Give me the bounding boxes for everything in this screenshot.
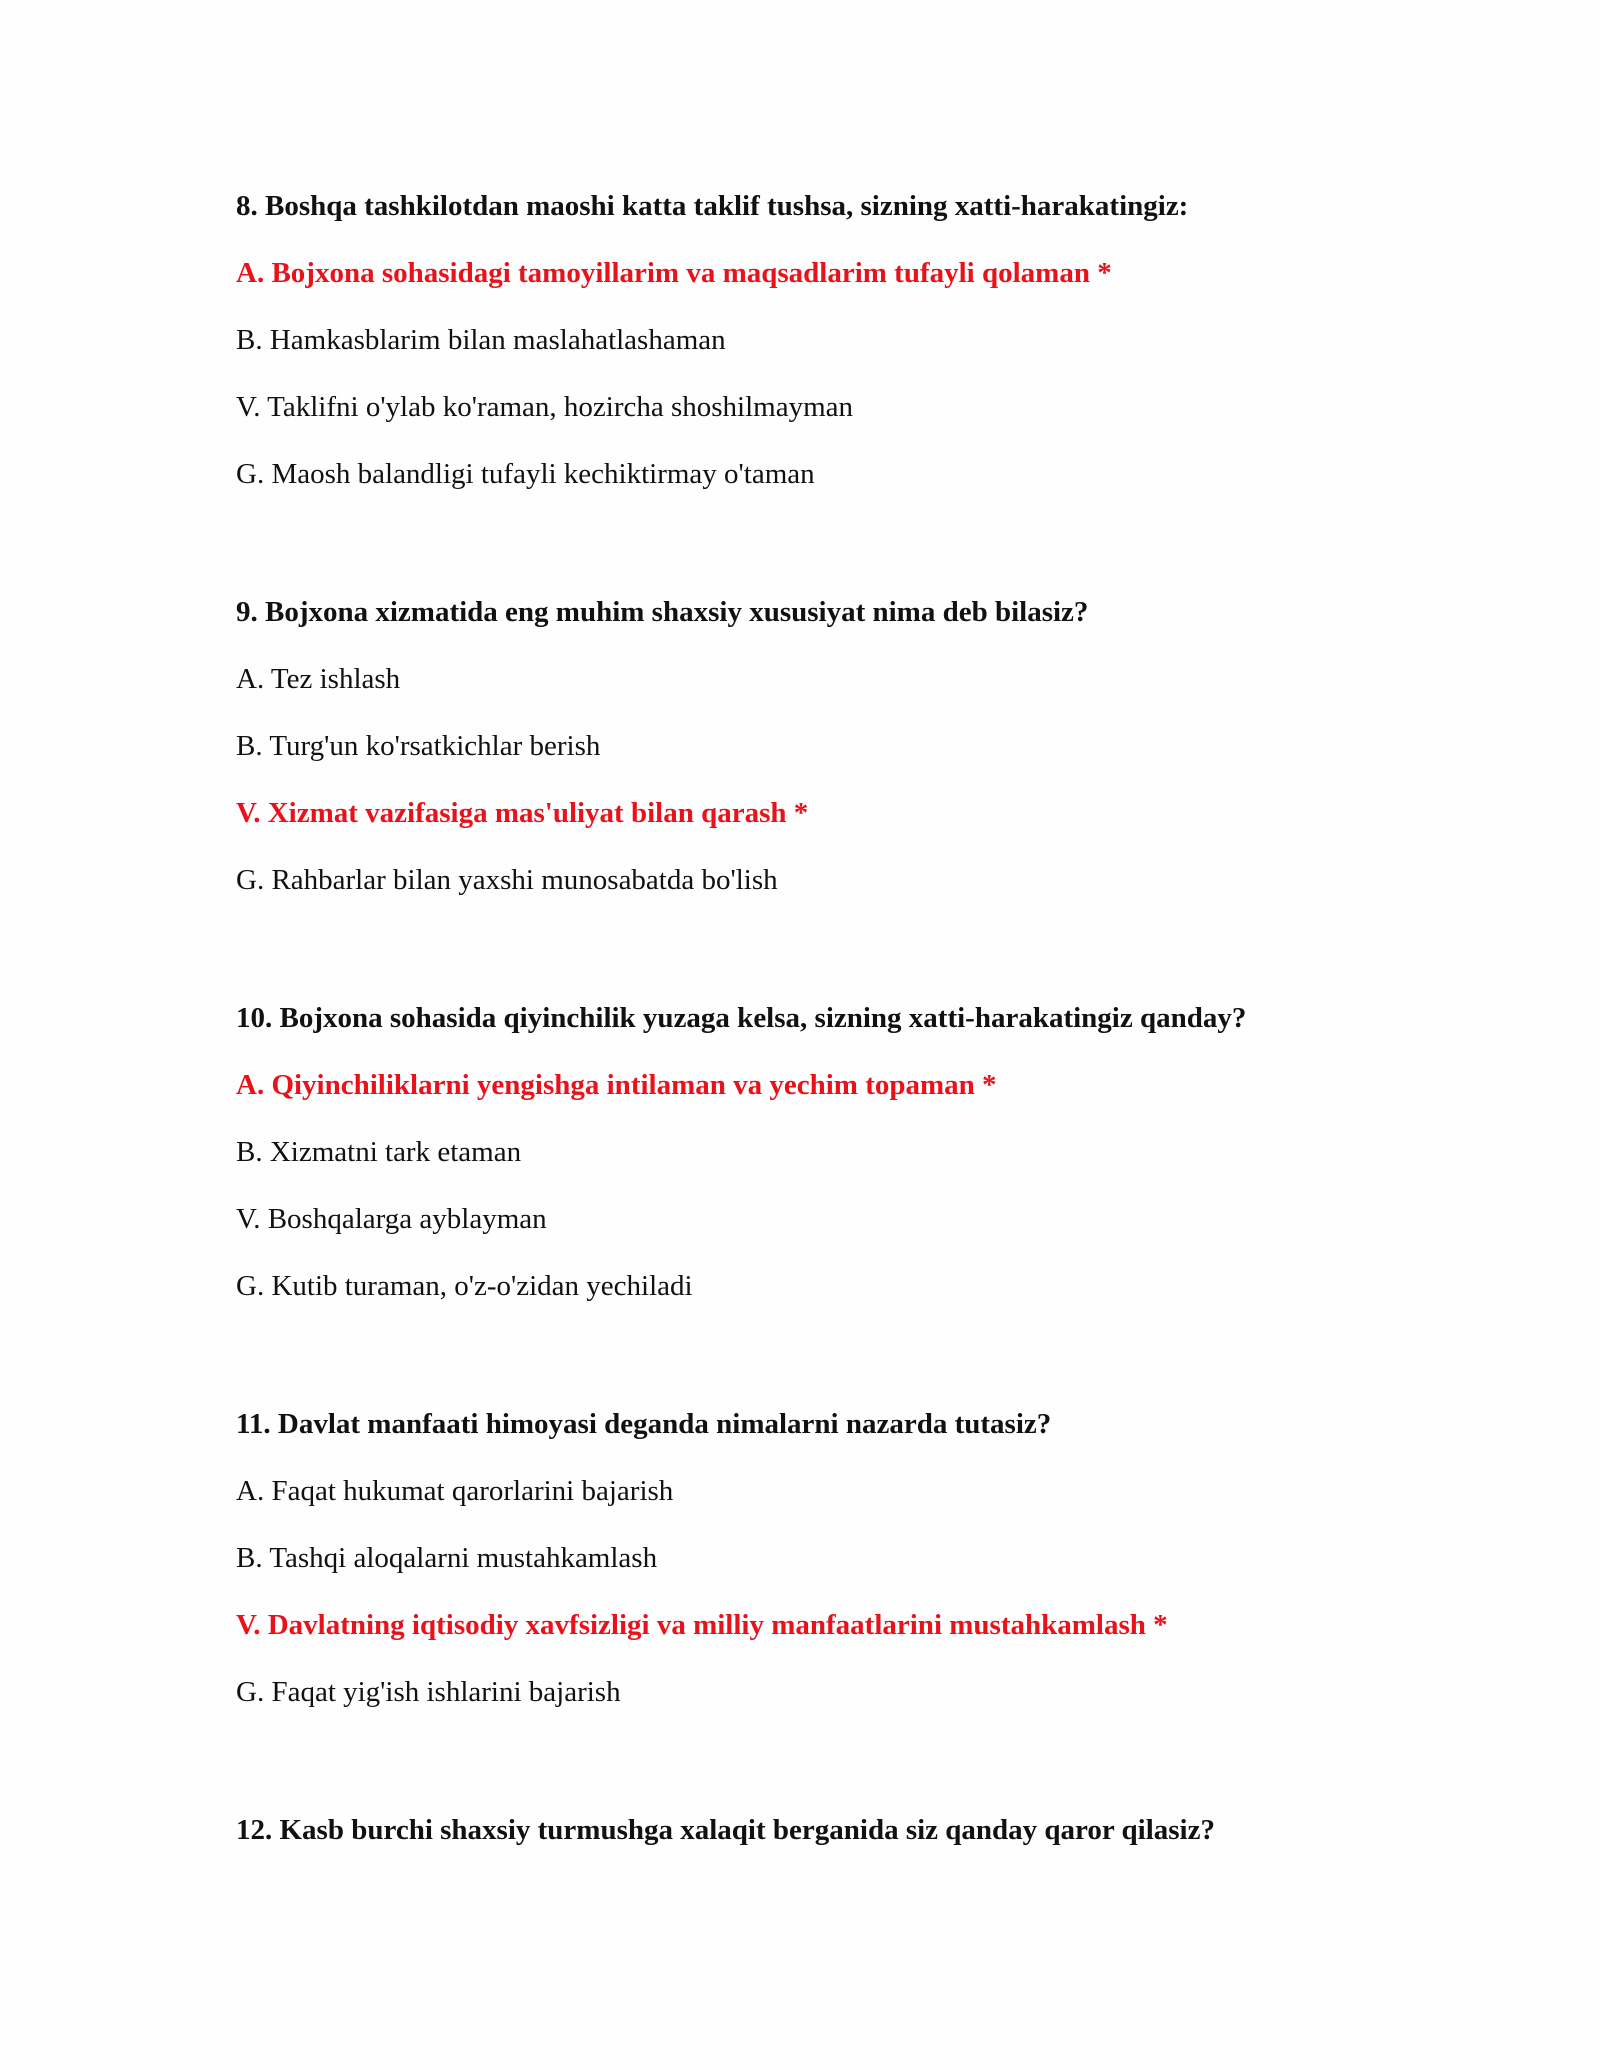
option-v: V. Taklifni o'ylab ko'raman, hozircha shoshilmayman [236, 391, 854, 423]
question-9 [236, 592, 1416, 900]
option-b: B. Xizmatni tark etaman [236, 1136, 522, 1168]
question-text: 9. Bojxona xizmatida eng muhim shaxsiy xususiyat nima deb bilasiz? [236, 596, 1089, 628]
question-8 [236, 186, 1416, 494]
option-g: G. Faqat yig'ish ishlarini bajarish [236, 1676, 621, 1708]
option-b: B. Turg'un ko'rsatkichlar berish [236, 730, 601, 762]
question-text: 12. Kasb burchi shaxsiy turmushga xalaqit berganida siz qanday qaror qilasiz? [236, 1814, 1215, 1846]
question-12 [236, 1810, 1416, 1877]
question-11 [236, 1404, 1416, 1712]
option-v: V. Boshqalarga ayblayman [236, 1203, 547, 1235]
option-g: G. Maosh balandligi tufayli kechiktirmay o'taman [236, 458, 815, 490]
option-a: A. Qiyinchiliklarni yengishga intilaman va yechim topaman * [236, 1069, 997, 1101]
question-text: 11. Davlat manfaati himoyasi deganda nimalarni nazarda tutasiz? [236, 1408, 1052, 1440]
question-text: 8. Boshqa tashkilotdan maoshi katta taklif tushsa, sizning xatti-harakatingiz: [236, 190, 1189, 222]
option-b: B. Tashqi aloqalarni mustahkamlash [236, 1542, 658, 1574]
option-v: V. Davlatning iqtisodiy xavfsizligi va milliy manfaatlarini mustahkamlash * [236, 1609, 1168, 1641]
question-10 [236, 998, 1416, 1306]
option-g: G. Rahbarlar bilan yaxshi munosabatda bo'lish [236, 864, 778, 896]
option-g: G. Kutib turaman, o'z-o'zidan yechiladi [236, 1270, 693, 1302]
question-text: 10. Bojxona sohasida qiyinchilik yuzaga kelsa, sizning xatti-harakatingiz qanday? [236, 1002, 1247, 1034]
option-a: A. Bojxona sohasidagi tamoyillarim va maqsadlarim tufayli qolaman * [236, 257, 1112, 289]
option-a: A. Faqat hukumat qarorlarini bajarish [236, 1475, 674, 1507]
option-a: A. Tez ishlash [236, 663, 401, 695]
option-v: V. Xizmat vazifasiga mas'uliyat bilan qarash * [236, 797, 809, 829]
option-b: B. Hamkasblarim bilan maslahatlashaman [236, 324, 726, 356]
